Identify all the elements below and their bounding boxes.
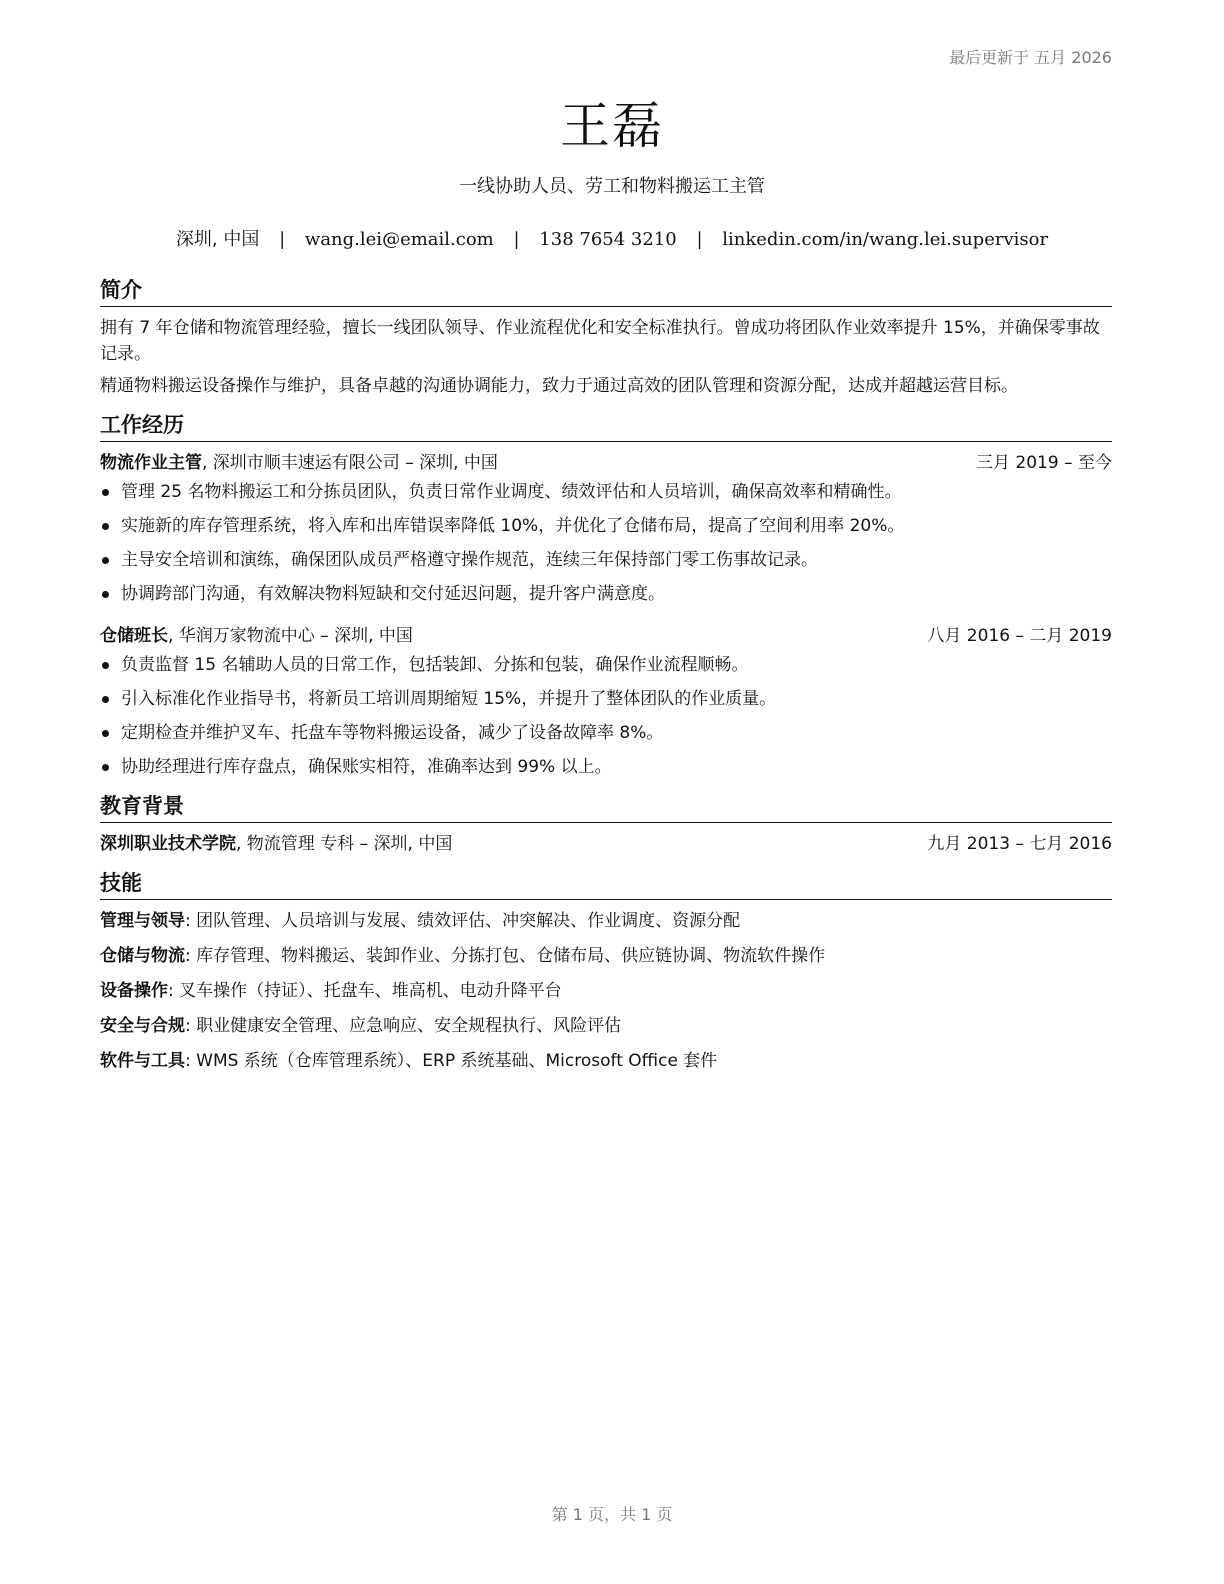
bullet-icon — [102, 662, 109, 669]
job-bullet — [100, 686, 1112, 712]
education-school-detail — [100, 831, 452, 857]
section-title-summary: 简介 — [100, 276, 1112, 307]
job-entry — [100, 623, 1112, 780]
job-role: 物流作业主管 — [100, 453, 202, 473]
job-entry — [100, 450, 1112, 607]
last-updated-note: 最后更新于 五月 2026 — [949, 48, 1112, 67]
job-bullet-text: 负责监督 15 名辅助人员的日常工作，包括装卸、分拣和包装，确保作业流程顺畅。 — [121, 655, 749, 675]
job-title-org — [100, 623, 413, 649]
skill-row — [100, 943, 1112, 969]
skill-category: 安全与合规 — [100, 1016, 185, 1036]
resume-body — [100, 276, 1112, 1083]
bullet-icon — [102, 523, 109, 530]
education-school: 深圳职业技术学院 — [100, 834, 236, 854]
job-bullet-text: 主导安全培训和演练，确保团队成员严格遵守操作规范，连续三年保持部门零工伤事故记录。 — [121, 550, 818, 570]
bullet-icon — [102, 696, 109, 703]
candidate-headline: 一线协助人员、劳工和物料搬运工主管 — [459, 176, 765, 197]
section-title-education: 教育背景 — [100, 792, 1112, 823]
bullet-icon — [102, 591, 109, 598]
section-title-experience: 工作经历 — [100, 411, 1112, 442]
skill-items: : 库存管理、物料搬运、装卸作业、分拣打包、仓储布局、供应链协调、物流软件操作 — [185, 946, 826, 966]
job-org: , 华润万家物流中心 – 深圳, 中国 — [168, 626, 413, 646]
bullet-icon — [102, 557, 109, 564]
skill-category: 设备操作 — [100, 981, 168, 1001]
job-bullet — [100, 479, 1112, 505]
contact-email[interactable]: wang.lei@email.com — [304, 229, 494, 250]
bullet-icon — [102, 489, 109, 496]
skill-row — [100, 1013, 1112, 1039]
job-role: 仓储班长 — [100, 626, 168, 646]
job-header — [100, 450, 1112, 476]
contact-linkedin[interactable]: linkedin.com/in/wang.lei.supervisor — [722, 229, 1049, 250]
skill-category: 管理与领导 — [100, 911, 185, 931]
skill-items: : 职业健康安全管理、应急响应、安全规程执行、风险评估 — [185, 1016, 622, 1036]
page-indicator: 第 1 页，共 1 页 — [551, 1505, 673, 1524]
education-detail: , 物流管理 专科 – 深圳, 中国 — [236, 834, 453, 854]
job-org: , 深圳市顺丰速运有限公司 – 深圳, 中国 — [202, 453, 498, 473]
education-entry — [100, 831, 1112, 857]
skill-row — [100, 1048, 1112, 1074]
job-title-org — [100, 450, 498, 476]
skill-category: 仓储与物流 — [100, 946, 185, 966]
summary-paragraph: 拥有 7 年仓储和物流管理经验，擅长一线团队领导、作业流程优化和安全标准执行。曾成功将团队作业效率提升 15%，并确保零事故记录。 — [100, 318, 1100, 364]
contact-separator: | — [513, 229, 520, 250]
job-header — [100, 623, 1112, 649]
job-bullets — [100, 479, 1112, 607]
job-bullet — [100, 581, 1112, 607]
bullet-icon — [102, 764, 109, 771]
job-dates: 三月 2019 – 至今 — [976, 453, 1112, 473]
job-bullets — [100, 652, 1112, 780]
skill-items: : 团队管理、人员培训与发展、绩效评估、冲突解决、作业调度、资源分配 — [185, 911, 741, 931]
job-bullet-text: 定期检查并维护叉车、托盘车等物料搬运设备，减少了设备故障率 8%。 — [121, 723, 664, 743]
skill-row — [100, 978, 1112, 1004]
job-bullet-text: 协调跨部门沟通，有效解决物料短缺和交付延迟问题，提升客户满意度。 — [121, 584, 665, 604]
bullet-icon — [102, 730, 109, 737]
job-bullet-text: 实施新的库存管理系统，将入库和出库错误率降低 10%，并优化了仓储布局，提高了空间利用率 20%。 — [121, 516, 905, 536]
job-dates: 八月 2016 – 二月 2019 — [927, 626, 1112, 646]
contact-separator: | — [279, 229, 286, 250]
job-bullet-text: 引入标准化作业指导书，将新员工培训周期缩短 15%，并提升了整体团队的作业质量。 — [121, 689, 777, 709]
contact-location: 深圳, 中国 — [175, 229, 260, 250]
summary-paragraph: 精通物料搬运设备操作与维护，具备卓越的沟通协调能力，致力于通过高效的团队管理和资源分配，达成并超越运营目标。 — [100, 376, 1018, 396]
job-bullet — [100, 652, 1112, 678]
candidate-name: 王磊 — [560, 97, 664, 155]
contact-line — [0, 225, 1224, 251]
education-dates: 九月 2013 – 七月 2016 — [927, 834, 1112, 854]
job-bullet — [100, 720, 1112, 746]
skill-items: : 叉车操作（持证）、托盘车、堆高机、电动升降平台 — [168, 981, 562, 1001]
job-bullet — [100, 513, 1112, 539]
contact-separator: | — [696, 229, 703, 250]
contact-phone[interactable]: 138 7654 3210 — [539, 229, 677, 250]
job-bullet-text: 管理 25 名物料搬运工和分拣员团队，负责日常作业调度、绩效评估和人员培训，确保高效率和精确性。 — [121, 482, 902, 502]
skill-row — [100, 908, 1112, 934]
job-bullet-text: 协助经理进行库存盘点，确保账实相符，准确率达到 99% 以上。 — [121, 757, 612, 777]
job-bullet — [100, 754, 1112, 780]
skill-category: 软件与工具 — [100, 1051, 185, 1071]
job-bullet — [100, 547, 1112, 573]
skill-items: : WMS 系统（仓库管理系统）、ERP 系统基础、Microsoft Office 套件 — [185, 1051, 718, 1071]
section-title-skills: 技能 — [100, 869, 1112, 900]
